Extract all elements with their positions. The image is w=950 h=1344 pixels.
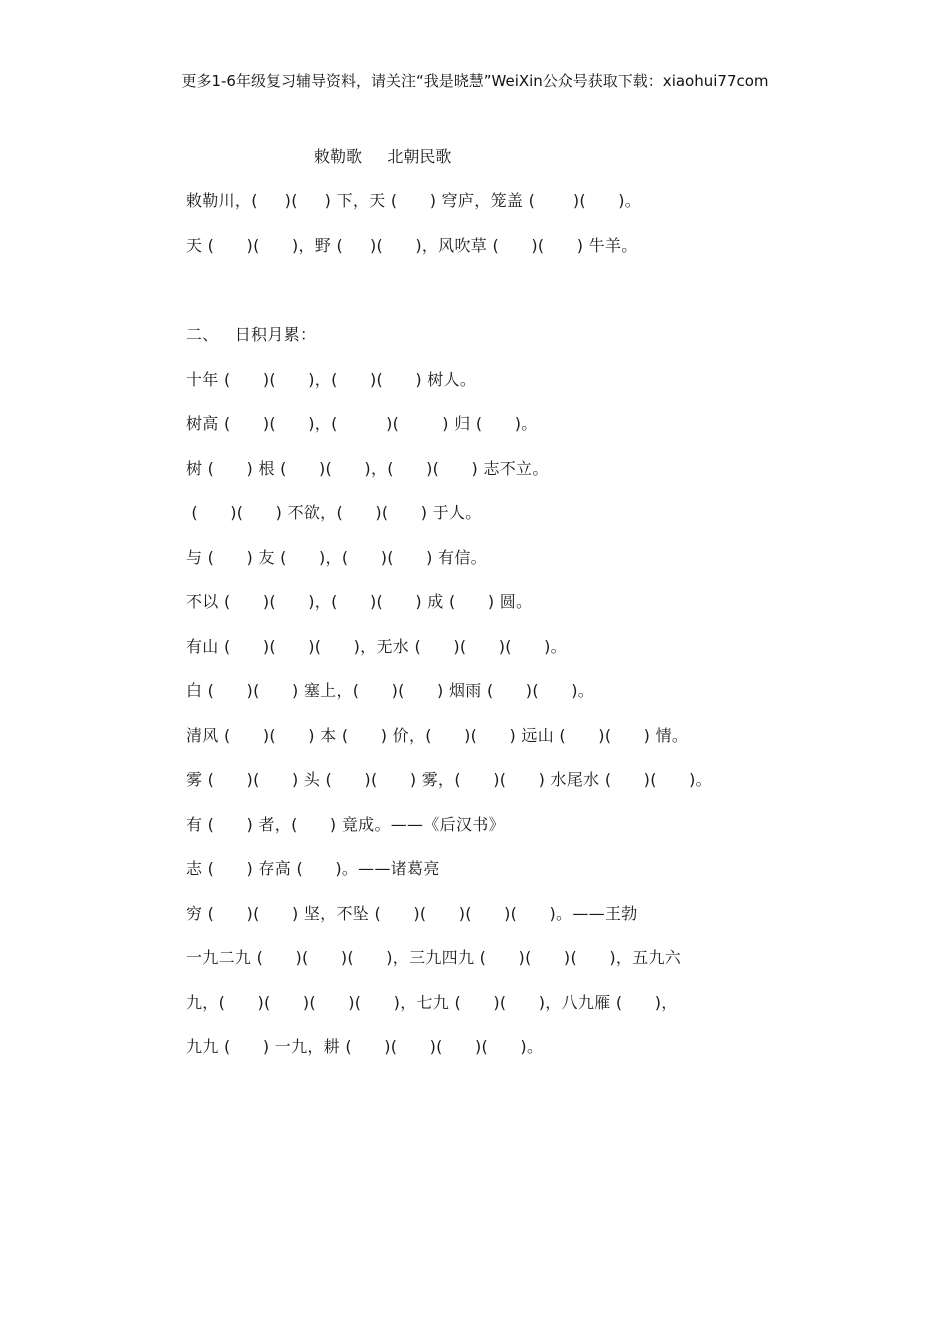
fill-line: 九，( )( )( )( )，七九 ( )( )，八九雁 ( )，: [186, 993, 678, 1012]
fill-line: 不以 ( )( )，( )( ) 成 ( ) 圆。: [186, 592, 533, 611]
fill-line: 树 ( ) 根 ( )( )，( )( ) 志不立。: [186, 459, 549, 478]
fill-line: 与 ( ) 友 ( )，( )( ) 有信。: [186, 548, 487, 567]
promo-header: 更多1-6年级复习辅导资料，请关注“我是晓慧”WeiXin公众号获取下载：xiaohui77com: [181, 72, 769, 90]
fill-line: 白 ( )( ) 塞上，( )( ) 烟雨 ( )( )。: [186, 681, 595, 700]
fill-line: 一九二九 ( )( )( )，三九四九 ( )( )( )，五九六: [186, 948, 682, 967]
fill-line: 有 ( ) 者，( ) 竟成。——《后汉书》: [186, 815, 505, 834]
fill-line: 九九 ( ) 一九，耕 ( )( )( )( )。: [186, 1037, 544, 1056]
poem-line-1: 敕勒川，( )( ) 下，天 ( ) 穹庐，笼盖 ( )( )。: [186, 191, 642, 210]
fill-line: 有山 ( )( )( )，无水 ( )( )( )。: [186, 637, 567, 656]
section-heading: 二、 日积月累：: [186, 325, 317, 344]
fill-line: 雾 ( )( ) 头 ( )( ) 雾，( )( ) 水尾水 ( )( )。: [186, 770, 712, 789]
poem-line-2: 天 ( )( )，野 ( )( )，风吹草 ( )( ) 牛羊。: [186, 236, 638, 255]
fill-line: 树高 ( )( )，( )( ) 归 ( )。: [186, 414, 538, 433]
poem-title: 敕勒歌 北朝民歌: [314, 147, 452, 166]
fill-line: 志 ( ) 存高 ( )。——诸葛亮: [186, 859, 440, 878]
fill-line: ( )( ) 不欲，( )( ) 于人。: [186, 503, 482, 522]
fill-line: 穷 ( )( ) 坚，不坠 ( )( )( )( )。——王勃: [186, 904, 638, 923]
fill-line: 十年 ( )( )，( )( ) 树人。: [186, 370, 477, 389]
fill-line: 清风 ( )( ) 本 ( ) 价，( )( ) 远山 ( )( ) 情。: [186, 726, 689, 745]
